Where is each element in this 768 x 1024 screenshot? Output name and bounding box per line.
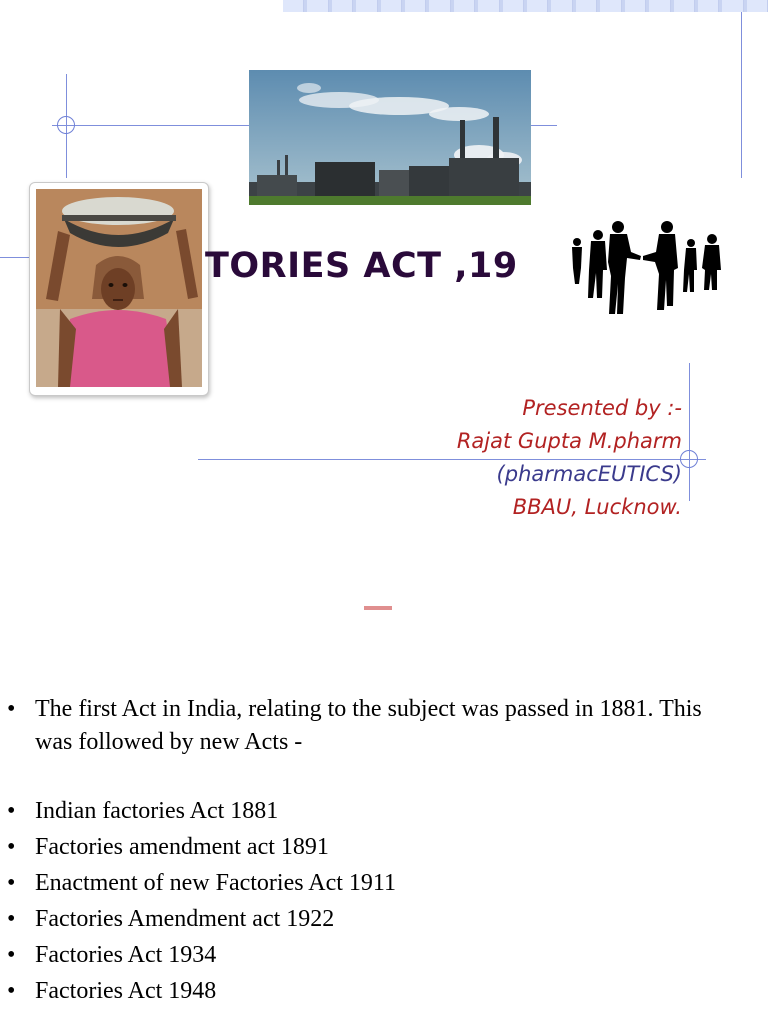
list-item-text: Factories Act 1948 (35, 978, 217, 1004)
slide-title: TORIES ACT ,19 (205, 246, 518, 286)
bullet-icon: • (7, 834, 16, 860)
intro-text-line1: The first Act in India, relating to the subject was passed in 1881. This (35, 696, 702, 722)
bullet-icon: • (7, 942, 16, 968)
list-item (7, 978, 216, 1005)
list-item-text: Factories Amendment act 1922 (35, 906, 335, 932)
decorative-line (198, 459, 706, 460)
bullet-icon: • (7, 978, 16, 1004)
intro-item (7, 696, 702, 723)
list-item (7, 942, 216, 969)
child-laborer-photo (29, 182, 209, 396)
presenter-name: Rajat Gupta M.pharm (456, 429, 682, 453)
decorative-ring (57, 116, 75, 134)
decorative-line (0, 257, 30, 258)
list-item (7, 798, 278, 825)
factory-photo (249, 70, 531, 205)
bullet-icon: • (7, 870, 16, 896)
list-item-text: Indian factories Act 1881 (35, 798, 279, 824)
list-item (7, 870, 396, 897)
slide-footer-mark (364, 606, 392, 610)
intro-text-line2: was followed by new Acts - (35, 729, 303, 755)
presenter-label: Presented by :- (522, 396, 682, 420)
list-item-text: Enactment of new Factories Act 1911 (35, 870, 397, 896)
presenter-department: (pharmacEUTICS) (496, 462, 682, 486)
list-item (7, 906, 334, 933)
bullet-icon: • (7, 798, 16, 824)
bullet-icon: • (7, 906, 16, 932)
list-item-text: Factories amendment act 1891 (35, 834, 329, 860)
list-item (7, 834, 329, 861)
decorative-line (741, 12, 742, 178)
list-item-text: Factories Act 1934 (35, 942, 217, 968)
decorative-ring (680, 450, 698, 468)
decorative-line (689, 363, 690, 501)
presenter-institution: BBAU, Lucknow. (512, 495, 682, 519)
decorative-tile-strip (283, 0, 768, 12)
business-silhouettes (567, 218, 725, 318)
bullet-icon: • (7, 696, 16, 722)
